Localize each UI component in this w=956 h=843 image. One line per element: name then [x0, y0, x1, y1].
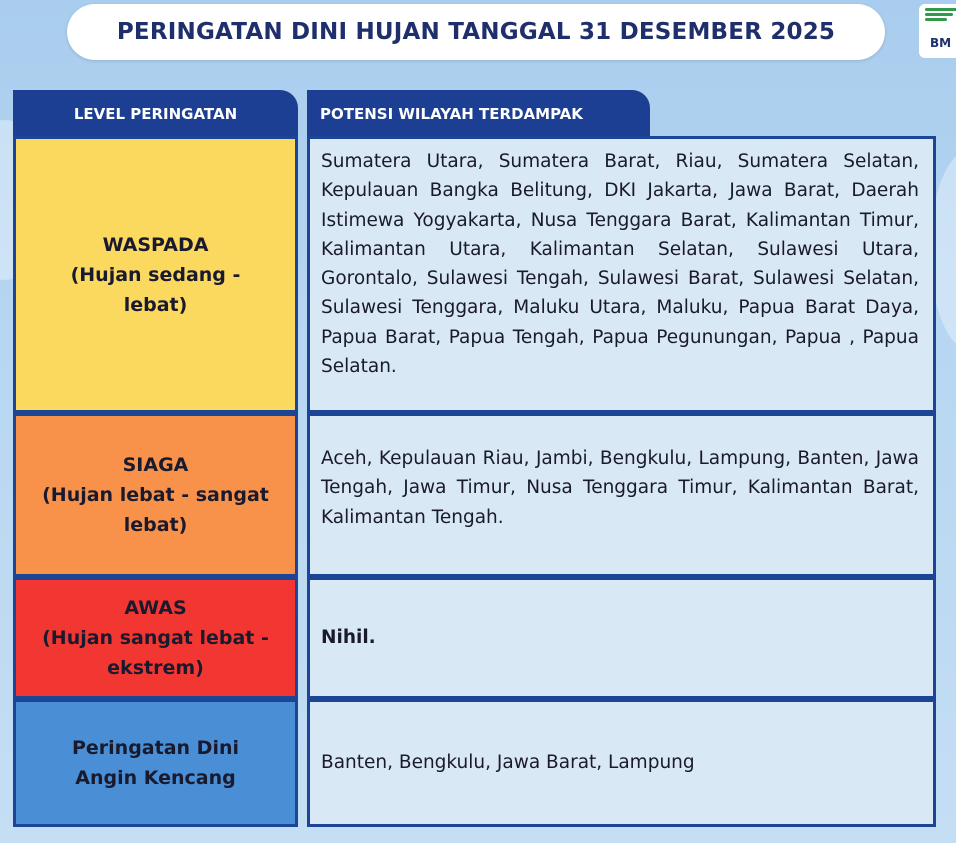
logo-stripes-icon [925, 8, 956, 26]
level-cell-siaga [13, 413, 298, 577]
area-cell-awas [307, 577, 936, 699]
level-cell-awas [13, 577, 298, 699]
level-name: Peringatan Dini Angin Kencang [71, 737, 239, 789]
level-name: SIAGA [122, 454, 189, 476]
area-list: Nihil. [321, 627, 376, 649]
area-cell-angin-kencang [307, 699, 936, 827]
area-list: Sumatera Utara, Sumatera Barat, Riau, Sumatera Selatan, Kepulauan Bangka Belitung, DKI Jakarta, Jawa Barat, Daerah Istimewa Yogyakarta, Nusa Tenggara Barat, Kalimantan Timur, Kalimantan Utara, Kalimantan Selatan, Sulawesi Utara, Gorontalo, Sulawesi Tengah, Sulawesi Barat, Sulawesi Selatan, Sulawesi Tenggara, Maluku Utara, Maluku, Papua Barat Daya, Papua Barat, Papua Tengah, Papua Pegunungan, Papua , Papua Selatan. [321, 151, 919, 378]
level-name: AWAS [124, 597, 187, 619]
level-description: (Hujan lebat - sangat lebat) [42, 484, 269, 536]
level-cell-angin-kencang [13, 699, 298, 827]
level-name: WASPADA [102, 233, 209, 256]
title-banner [67, 4, 885, 60]
area-list: Aceh, Kepulauan Riau, Jambi, Bengkulu, Lampung, Banten, Jawa Tengah, Jawa Timur, Nusa Tenggara Timur, Kalimantan Barat, Kalimantan Tengah. [321, 448, 919, 528]
level-description: (Hujan sedang - lebat) [70, 263, 241, 316]
area-cell-siaga [307, 413, 936, 577]
area-list: Banten, Bengkulu, Jawa Barat, Lampung [321, 752, 695, 774]
area-cell-waspada [307, 136, 936, 413]
level-cell-waspada [13, 136, 298, 413]
level-description: (Hujan sangat lebat - ekstrem) [42, 627, 269, 679]
column-header-area: POTENSI WILAYAH TERDAMPAK [307, 90, 650, 138]
column-header-level: LEVEL PERINGATAN [13, 90, 298, 138]
bmkg-logo [919, 4, 956, 58]
page-title: PERINGATAN DINI HUJAN TANGGAL 31 DESEMBER 2025 [116, 19, 836, 45]
logo-text: BM [930, 36, 952, 50]
